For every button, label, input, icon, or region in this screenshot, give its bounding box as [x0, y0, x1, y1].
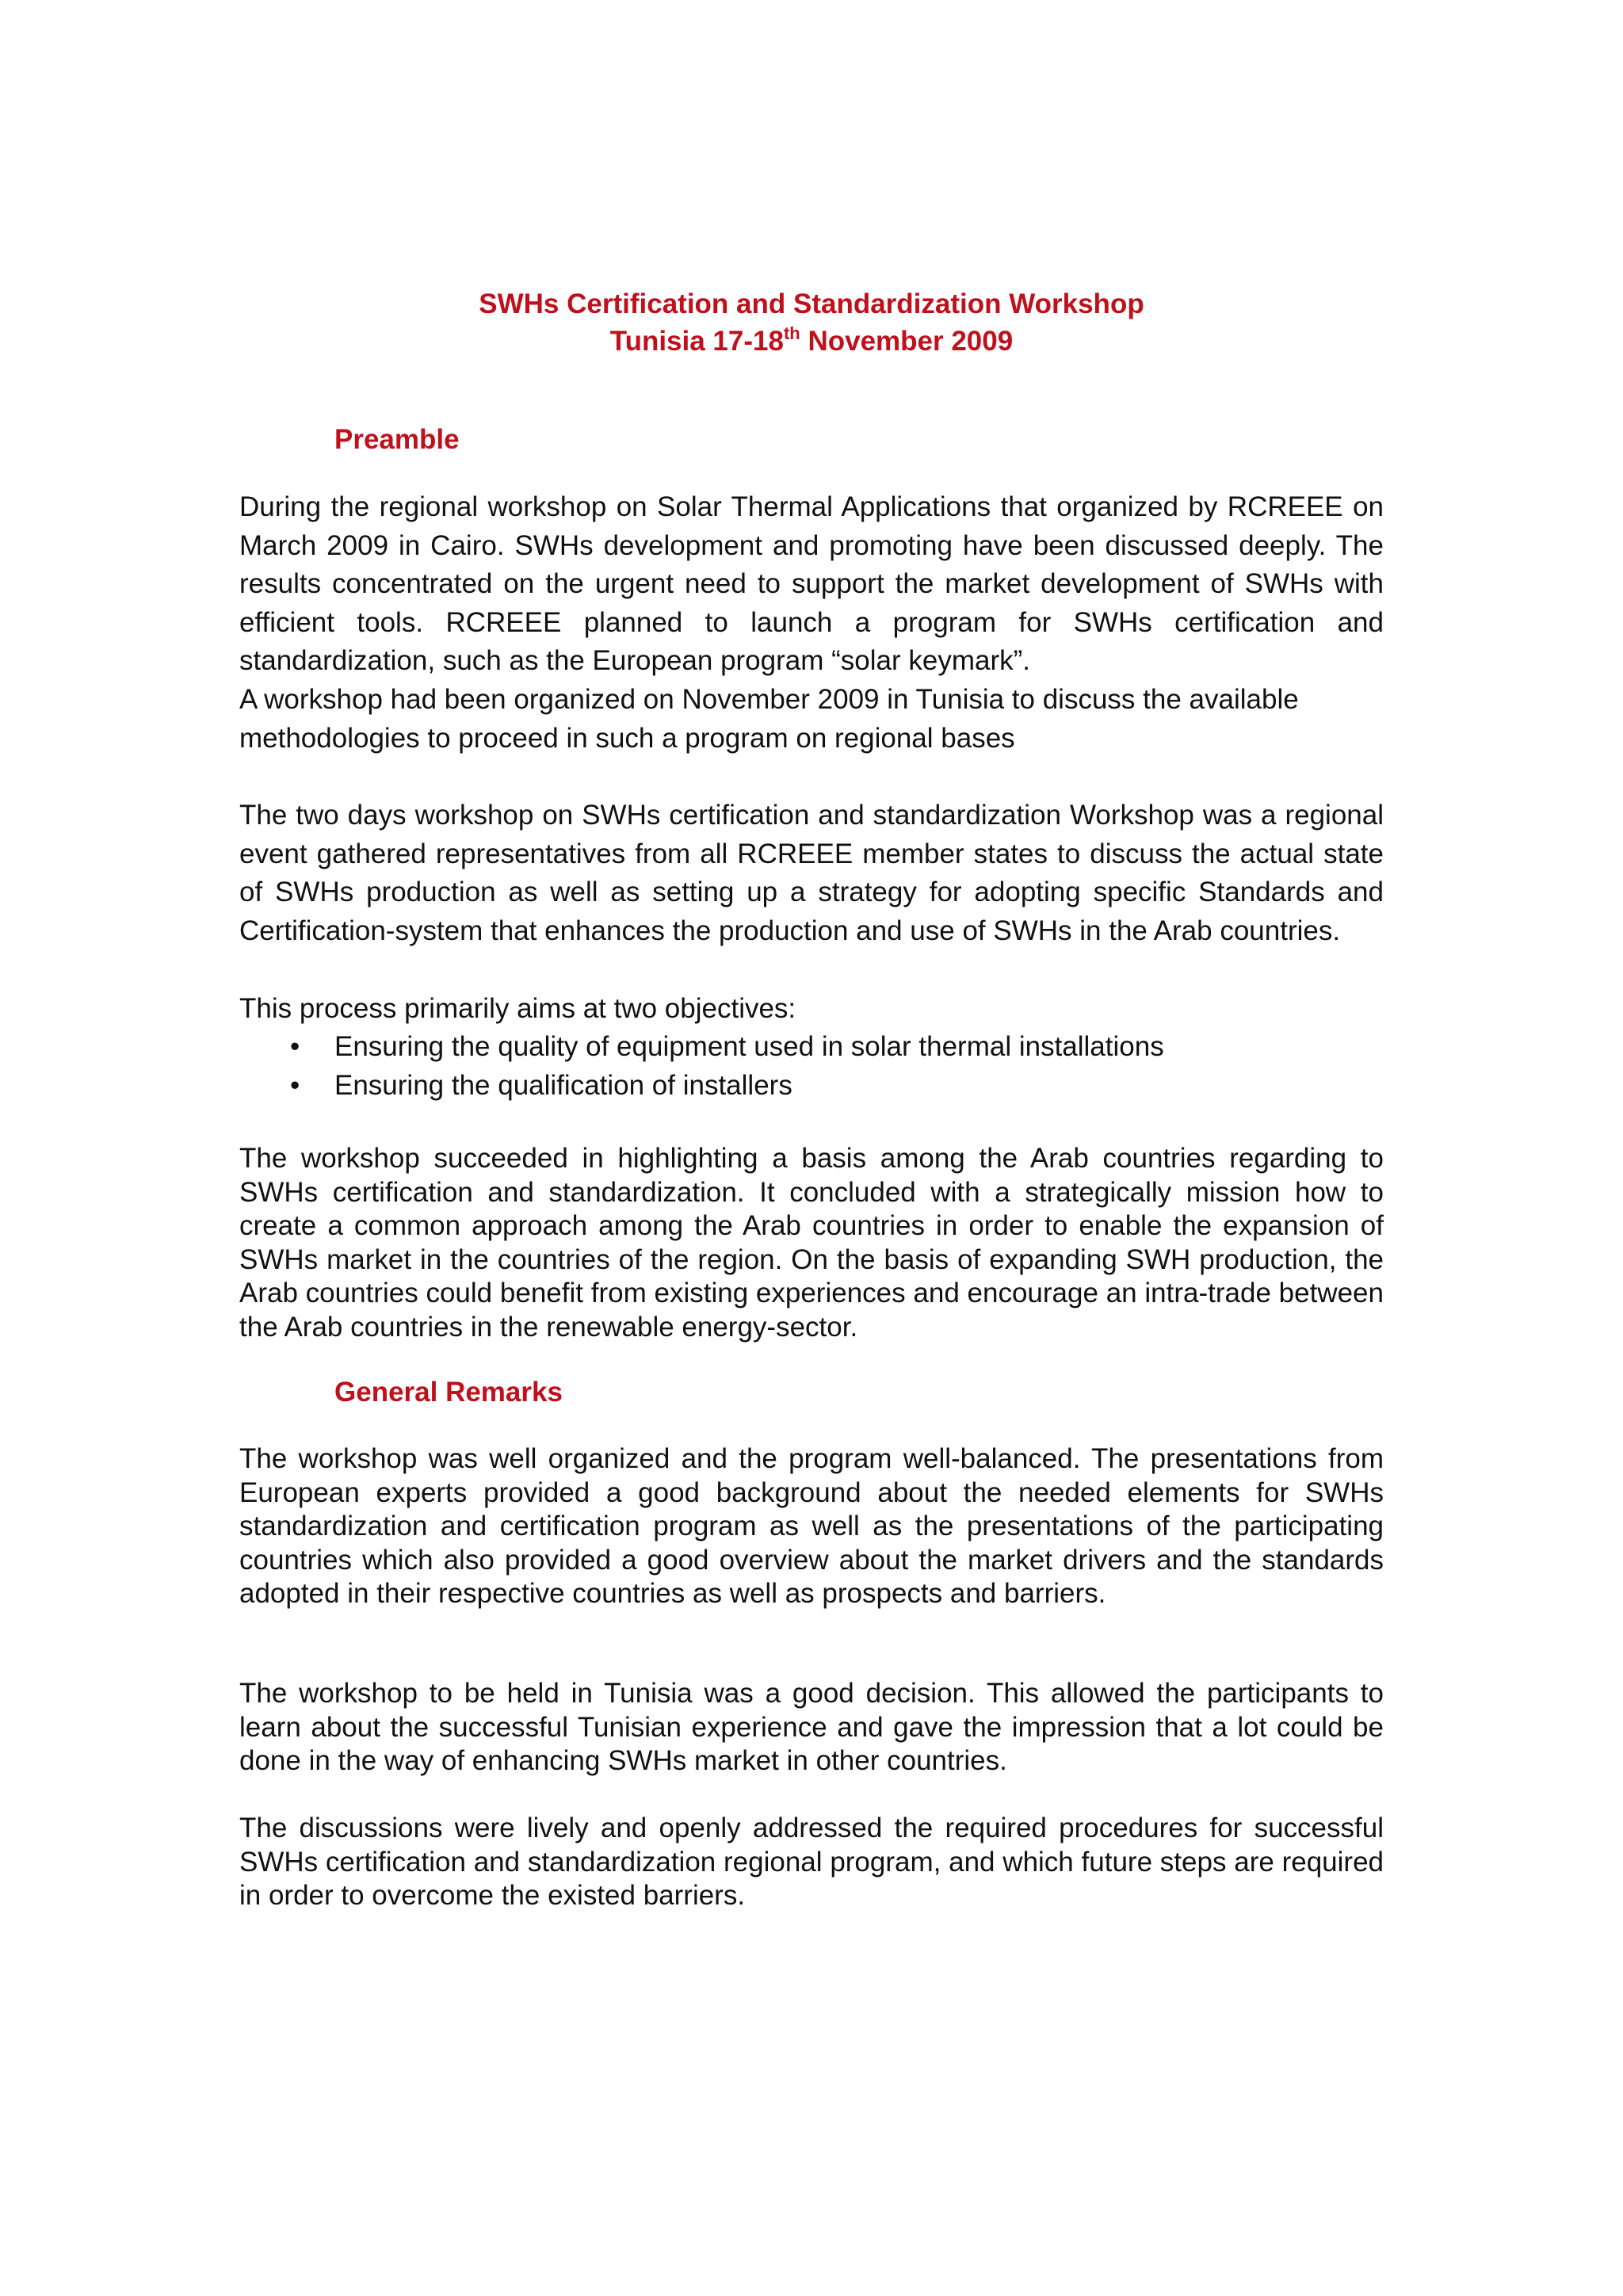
paragraph-remarks-1: The workshop was well organized and the program well-balanced. The presentations from European experts provided a good background about the needed elements for SWHs standardization and certification program as well as the presentations of the participating countries which also provided a good overview about the market drivers and the standards adopted in their respective countries as well as prospects and barriers. — [239, 1443, 1384, 1610]
list-item — [239, 1028, 1384, 1067]
title-line-2-suffix: November 2009 — [800, 326, 1014, 357]
title-line-2 — [239, 323, 1384, 360]
document-title — [239, 285, 1384, 360]
paragraph-remarks-3: The discussions were lively and openly addressed the required procedures for successful SWHs certification and standardization regional program, and which future steps are required in order to overcome the existed barriers. — [239, 1813, 1384, 1912]
paragraph-preamble-2: A workshop had been organized on November 2009 in Tunisia to discuss the available methodologies to proceed in such a program on regional bases — [239, 684, 1299, 754]
paragraph-preamble-1: During the regional workshop on Solar Thermal Applications that organized by RCREEE on March 2009 in Cairo. SWHs development and promoting have been discussed deeply. The results concentrated on the urgent need to support the market development of SWHs with efficient tools. RCREEE planned to launch a program for SWHs certification and standardization, such as the European program “solar keymark”. — [239, 491, 1384, 677]
list-item-text: Ensuring the qualification of installers — [334, 1069, 792, 1101]
bullet-icon: • — [290, 1031, 300, 1062]
paragraph-preamble-4: The workshop succeeded in highlighting a basis among the Arab countries regarding to SWHs certification and standardization. It concluded with a strategically mission how to create a common approach among the Arab countries in order to enable the expansion of SWHs market in the countries of the region. On the basis of expanding SWH production, the Arab countries could benefit from existing experiences and encourage an intra-trade between the Arab countries in the renewable energy-sector. — [239, 1143, 1384, 1343]
section-title: Preamble — [334, 424, 460, 455]
section-title: General Remarks — [334, 1377, 563, 1408]
list-item-text: Ensuring the quality of equipment used in solar thermal installations — [334, 1031, 1164, 1062]
title-superscript: th — [783, 323, 800, 343]
title-line-2-prefix: Tunisia 17-18 — [609, 326, 784, 357]
paragraph-remarks-2: The workshop to be held in Tunisia was a good decision. This allowed the participants to learn about the successful Tunisian experience and gave the impression that a lot could be done in the way of enhancing SWHs market in other countries. — [239, 1678, 1384, 1777]
paragraph-objectives-intro: This process primarily aims at two objectives: — [239, 993, 796, 1024]
objectives-list — [239, 1028, 1384, 1105]
list-item — [239, 1067, 1384, 1106]
bullet-icon: • — [290, 1069, 300, 1101]
title-line-1: SWHs Certification and Standardization Workshop — [479, 288, 1144, 319]
paragraph-preamble-3: The two days workshop on SWHs certification and standardization Workshop was a regional event gathered representatives from all RCREEE member states to discuss the actual state of SWHs production as well as setting up a strategy for adopting specific Standards and Certification-system that enhances the production and use of SWHs in the Arab countries. — [239, 800, 1384, 946]
